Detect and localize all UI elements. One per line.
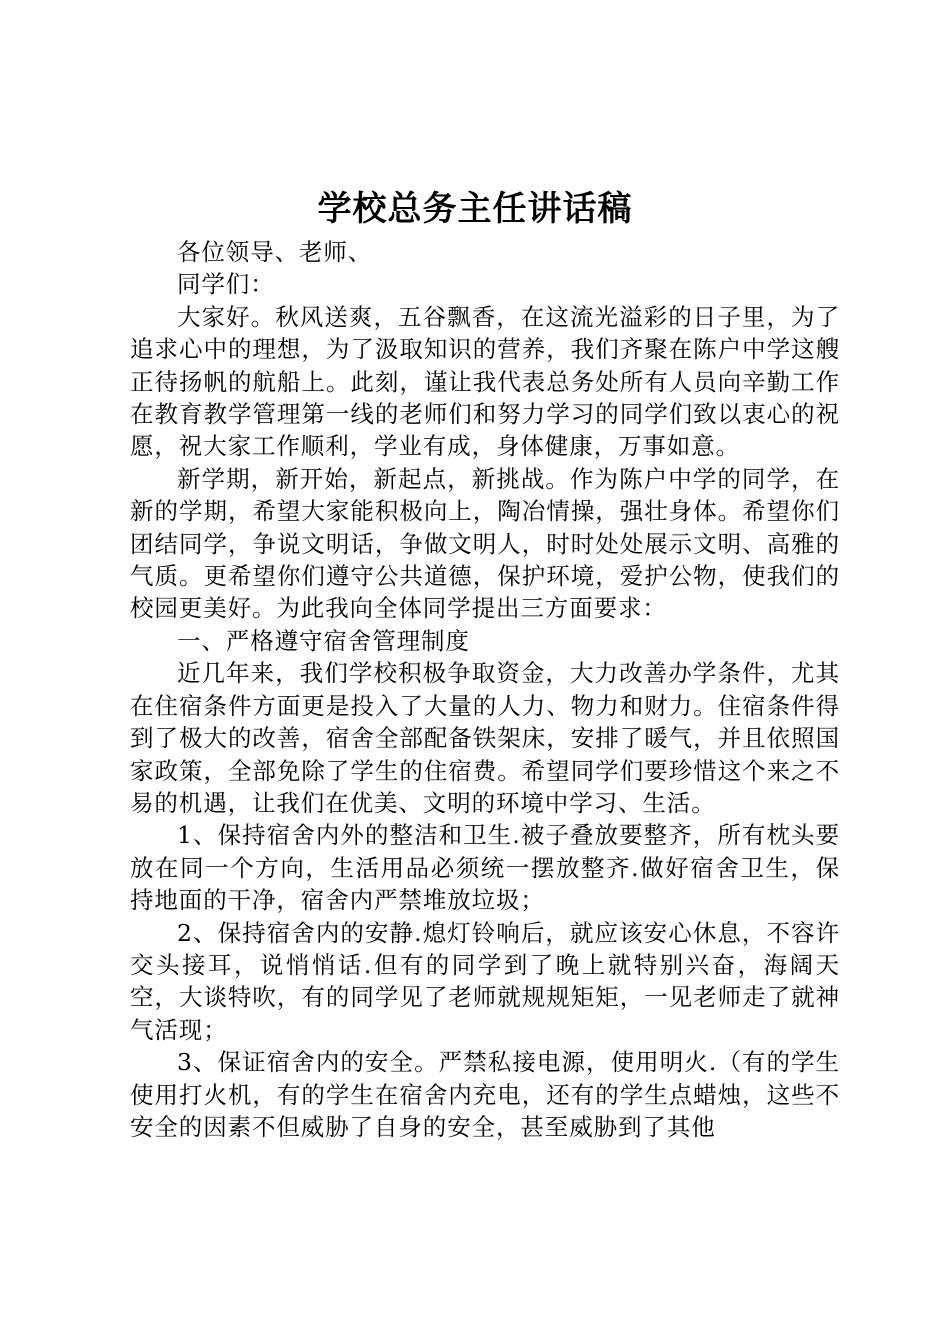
document-body [130,236,840,1143]
list-item-1: 1、保持宿舍内外的整洁和卫生.被子叠放要整齐，所有枕头要放在同一个方向，生活用品必须统一摆放整齐.做好宿舍卫生，保持地面的干净，宿舍内严禁堆放垃圾； [130,821,840,915]
list-item-2: 2、保持宿舍内的安静.熄灯铃响后，就应该安心休息，不容许交头接耳，说悄悄话.但有的同学到了晚上就特别兴奋，海阔天空，大谈特吹，有的同学见了老师就规规矩矩，一见老师走了就神气活现； [130,918,840,1044]
document-title: 学校总务主任讲话稿 [317,189,633,229]
paragraph-greeting: 大家好。秋风送爽，五谷飘香，在这流光溢彩的日子里，为了追求心中的理想，为了汲取知识的营养，我们齐聚在陈户中学这艘正待扬帆的航船上。此刻，谨让我代表总务处所有人员向辛勤工作在教育教学管理第一线的老师们和努力学习的同学们致以衷心的祝愿，祝大家工作顺利，学业有成，身体健康，万事如意。 [130,302,840,461]
paragraph-new-semester: 新学期，新开始，新起点，新挑战。作为陈户中学的同学，在新的学期，希望大家能积极向上，陶冶情操，强壮身体。希望你们团结同学，争说文明话，争做文明人，时时处处展示文明、高雅的气质。更希望你们遵守公共道德，保护环境，爱护公物，使我们的校园更美好。为此我向全体同学提出三方面要求： [130,464,840,623]
paragraph-dorm-conditions: 近几年来，我们学校积极争取资金，大力改善办学条件，尤其在住宿条件方面更是投入了大量的人力、物力和财力。住宿条件得到了极大的改善，宿舍全部配备铁架床，安排了暖气，并且依照国家政策，全部免除了学生的住宿费。希望同学们要珍惜这个来之不易的机遇，让我们在优美、文明的环境中学习、生活。 [130,659,840,817]
list-item-3: 3、保证宿舍内的安全。严禁私接电源，使用明火.（有的学生使用打火机，有的学生在宿舍内充电，还有的学生点蜡烛，这些不安全的因素不但威胁了自身的安全，甚至威胁到了其他 [130,1048,840,1141]
salutation-line-2: 同学们： [177,270,275,299]
section-heading-1: 一、严格遵守宿舍管理制度 [177,626,470,655]
salutation-line-1: 各位领导、老师、 [177,238,373,266]
